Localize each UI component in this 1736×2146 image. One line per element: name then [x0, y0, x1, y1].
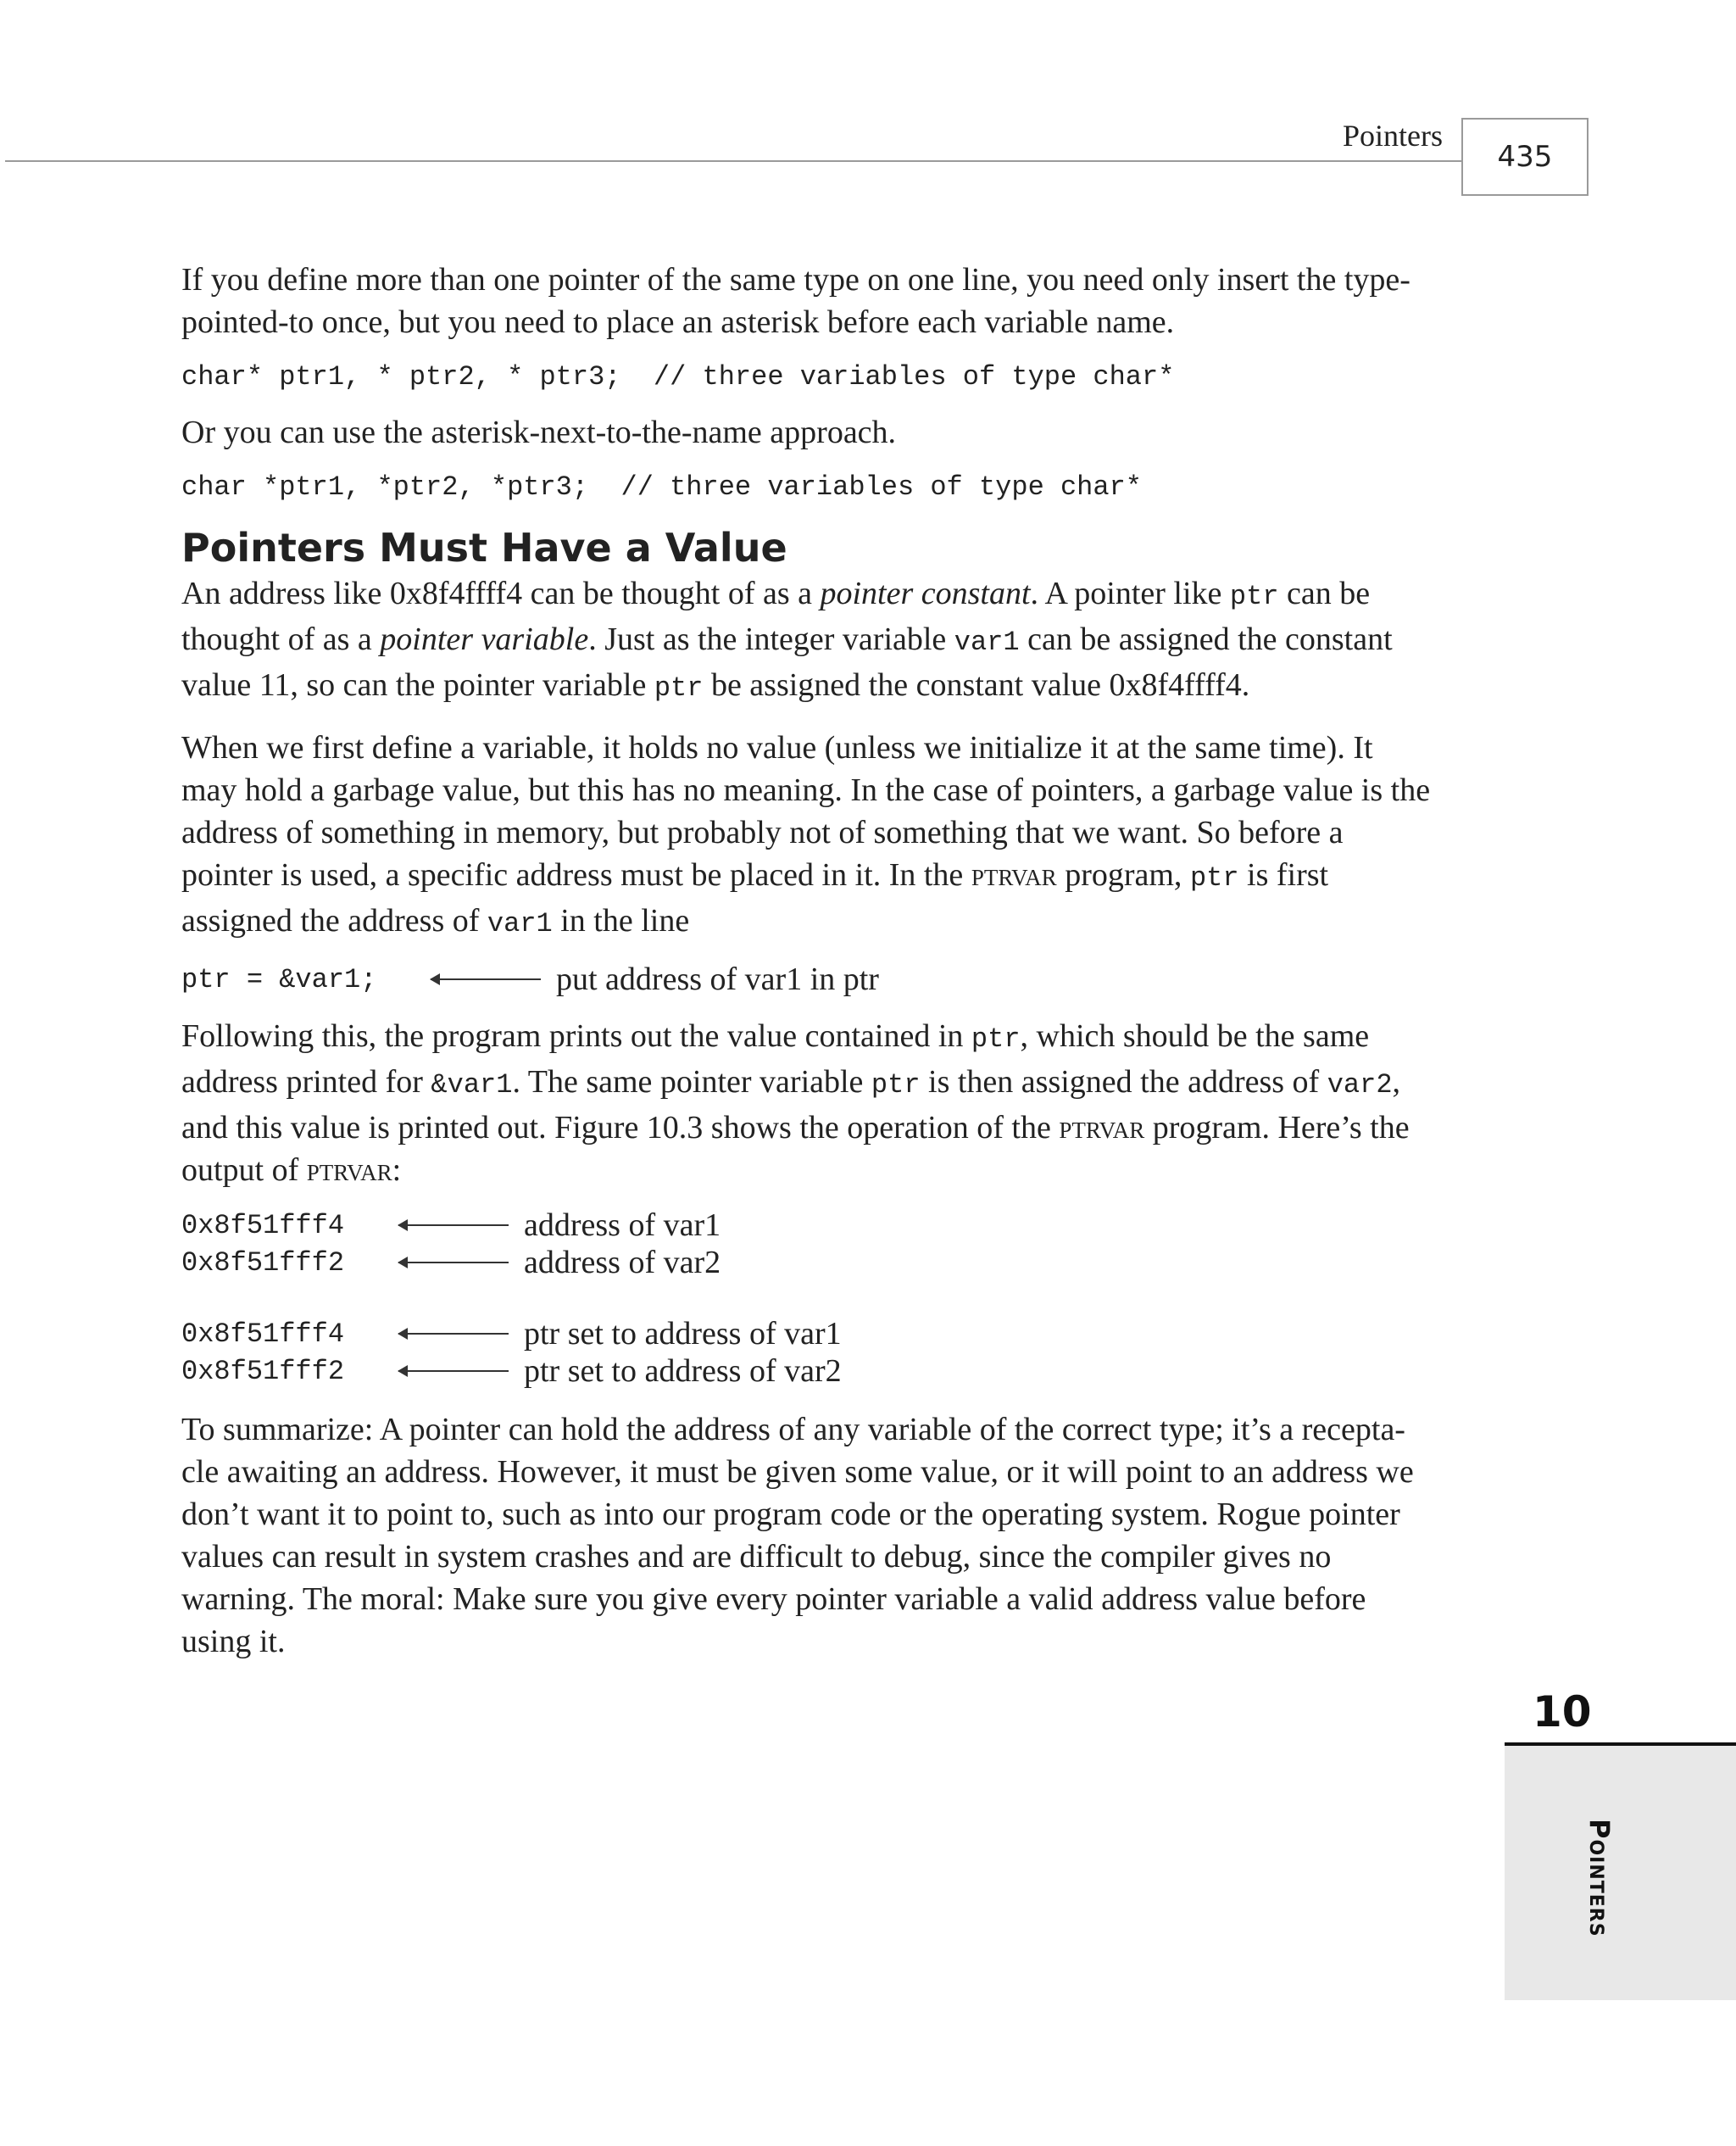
text: , and this value is printed out. Figure 10.3 shows the operation of the — [181, 1064, 1401, 1145]
emphasis: pointer variable — [380, 622, 589, 657]
text: . The same pointer variable — [512, 1064, 871, 1100]
output-value: 0x8f51fff2 — [181, 1246, 345, 1279]
inline-code: ptr — [1229, 581, 1279, 612]
paragraph-6: To summarize: A pointer can hold the address of any variable of the correct type; it’s a recepta-cle awaiting an address. However, it must be given some value, or it will point to an address we don’t want it to point to, such as into our program code or the operating system. Rogue pointer values can result in system crashes and are difficult to debug, since the compiler gives no warning. The moral: Make sure you give every pointer variable a valid address value before using it. — [181, 1412, 1414, 1659]
text: in the line — [552, 903, 690, 939]
output-value: 0x8f51fff2 — [181, 1355, 345, 1387]
paragraph-2: Or you can use the asterisk-next-to-the-name approach. — [181, 415, 897, 450]
inline-code: var2 — [1327, 1069, 1393, 1101]
text: is then assigned the address of — [920, 1064, 1327, 1100]
text: can be assigned the constant value 11, so can the pointer variable — [181, 622, 1393, 703]
text: An address like 0x8f4ffff4 can be thought of as a — [181, 576, 821, 611]
program-name: ptrvar — [306, 1152, 392, 1188]
left-arrow-icon — [398, 1333, 509, 1335]
text: , which should be the same address printed for — [181, 1018, 1370, 1100]
page-number — [1461, 118, 1589, 196]
inline-code: ptr — [1189, 862, 1239, 894]
inline-code: var1 — [954, 627, 1020, 658]
page-body — [181, 259, 1436, 1663]
output-annotation: address of var1 — [524, 1207, 721, 1243]
text: program. Here’s the output of — [181, 1110, 1410, 1188]
code-line-1: char* ptr1, * ptr2, * ptr3; // three variables of type char* — [181, 361, 1175, 393]
text: . Just as the integer variable — [588, 622, 954, 657]
emphasis: pointer constant — [820, 576, 1031, 611]
section-heading: Pointers Must Have a Value — [181, 525, 787, 571]
left-arrow-icon — [398, 1370, 509, 1372]
program-name: ptrvar — [1059, 1110, 1145, 1145]
output-line — [181, 1315, 1436, 1352]
page-number-text: 435 — [1497, 140, 1553, 174]
text: Following this, the program prints out the value contained in — [181, 1018, 971, 1054]
paragraph-4 — [181, 727, 1436, 945]
left-arrow-icon — [398, 1262, 509, 1263]
inline-code: ptr — [871, 1069, 921, 1101]
running-title: Pointers — [1342, 119, 1443, 153]
text: program, — [1056, 857, 1190, 893]
output-annotation: ptr set to address of var1 — [524, 1316, 842, 1352]
text: can be thought of as a — [181, 576, 1371, 657]
program-output — [181, 1207, 1436, 1390]
left-arrow-icon — [398, 1224, 509, 1226]
header-rule — [5, 160, 1462, 162]
paragraph-3 — [181, 572, 1436, 710]
code-line-2: char *ptr1, *ptr2, *ptr3; // three variables of type char* — [181, 471, 1142, 503]
output-annotation: ptr set to address of var2 — [524, 1353, 842, 1389]
inline-code: ptr — [971, 1023, 1021, 1055]
inline-code: var1 — [487, 908, 553, 939]
code-annotation: put address of var1 in ptr — [556, 962, 879, 997]
output-line — [181, 1207, 1436, 1244]
chapter-number: 10 — [1533, 1687, 1592, 1736]
output-annotation: address of var2 — [524, 1245, 721, 1280]
text: is first assigned the address of — [181, 857, 1329, 939]
code-text: ptr = &var1; — [181, 963, 377, 995]
paragraph-5 — [181, 1015, 1436, 1191]
text: When we first define a variable, it holds no value (unless we initialize it at the same time). It may hold a garbage value, but this has no meaning. In the case of pointers, a garbage value is the address of something in memory, but probably not of something that we want. So before a pointer is used, a specific address must be placed in it. In the — [181, 730, 1431, 893]
text: . A pointer like — [1030, 576, 1230, 611]
output-value: 0x8f51fff4 — [181, 1318, 345, 1350]
program-name: ptrvar — [971, 857, 1057, 893]
text: be assigned the constant value 0x8f4ffff4. — [703, 667, 1250, 703]
chapter-tab — [1505, 1746, 1736, 2000]
code-line-3 — [181, 961, 1436, 998]
paragraph-1: If you define more than one pointer of the same type on one line, you need only insert the type-pointed-to once, but you need to place an asterisk before each variable name. — [181, 262, 1410, 340]
inline-code: ptr — [654, 672, 704, 704]
output-line — [181, 1352, 1436, 1390]
chapter-tab-label: Pointers — [1583, 1819, 1616, 1937]
left-arrow-icon — [431, 978, 541, 980]
output-line — [181, 1244, 1436, 1281]
text: : — [392, 1152, 402, 1188]
output-value: 0x8f51fff4 — [181, 1209, 345, 1241]
inline-code: &var1 — [431, 1069, 513, 1101]
